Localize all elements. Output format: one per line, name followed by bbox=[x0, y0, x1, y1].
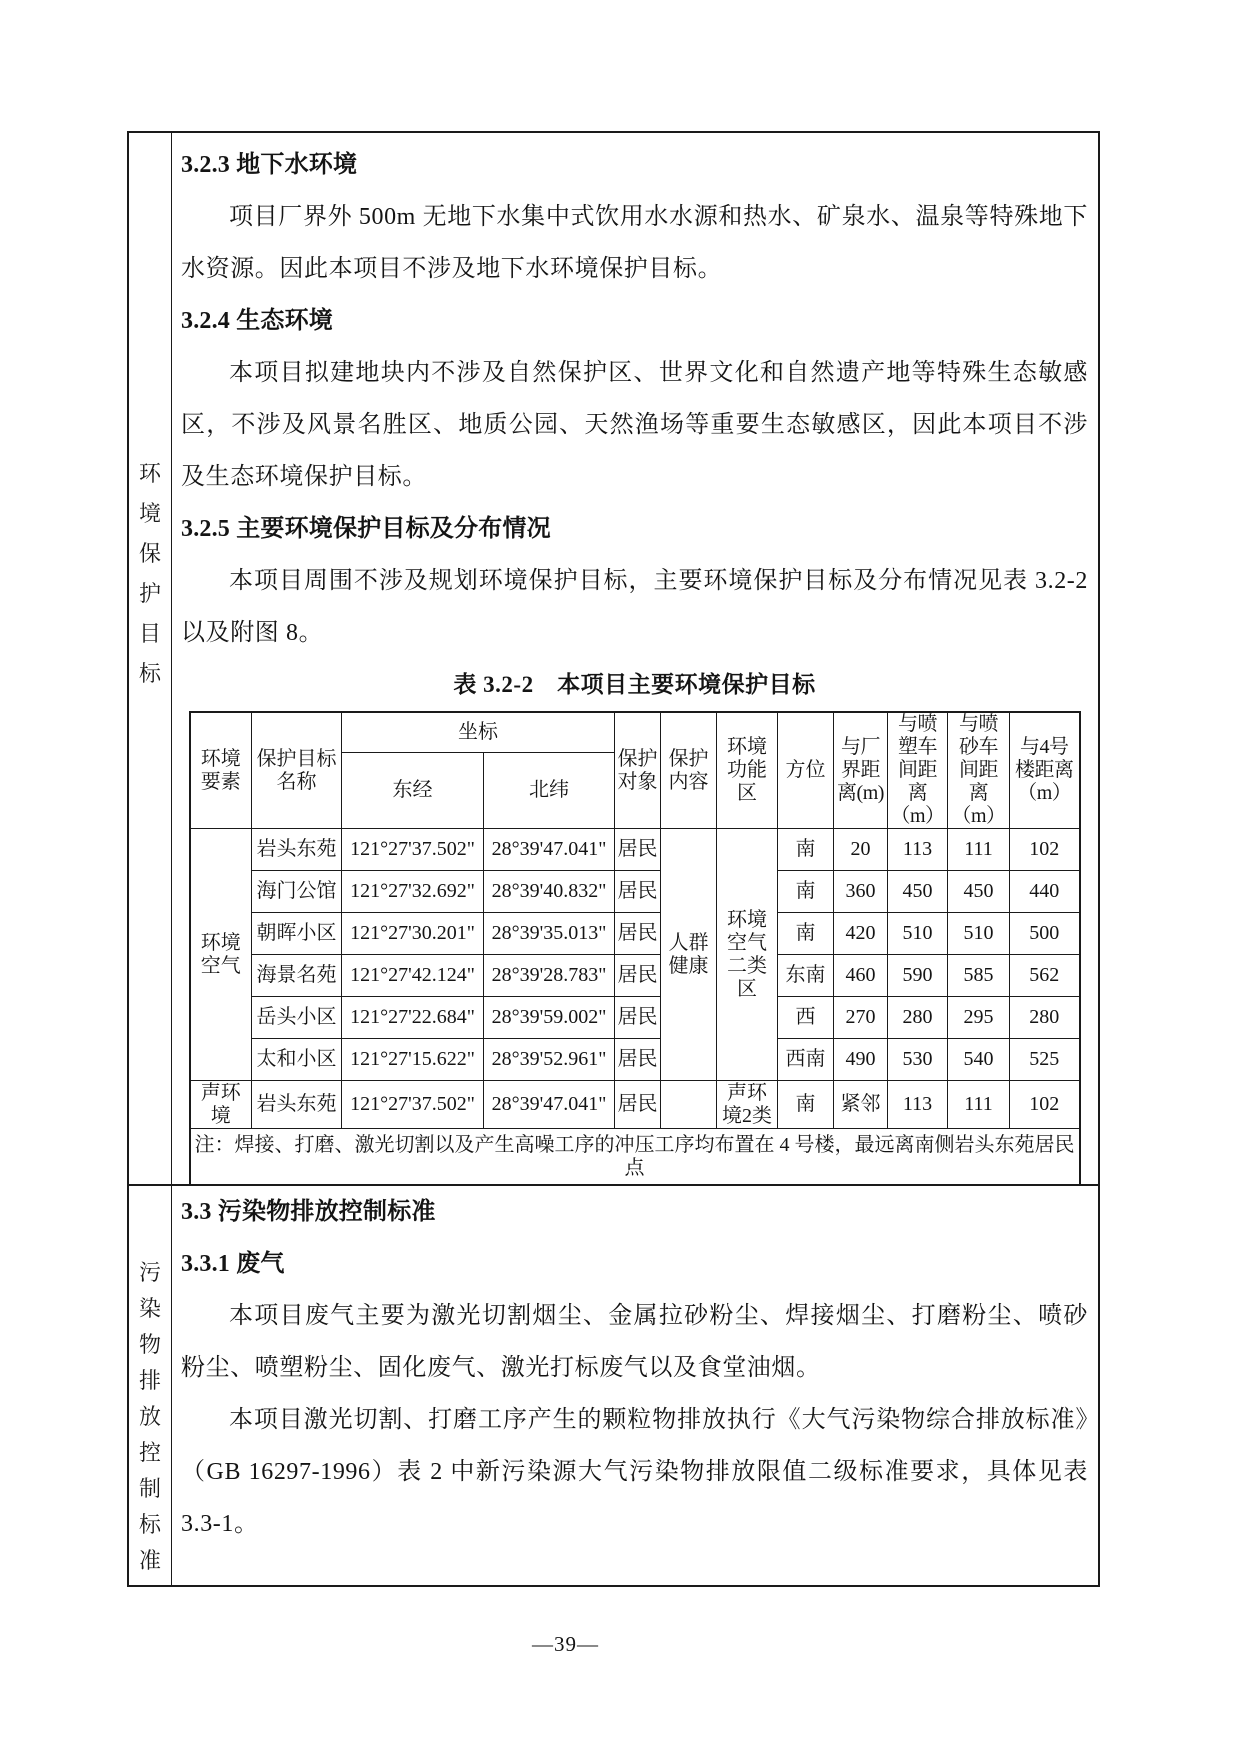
cell-latitude: 28°39'35.013" bbox=[484, 913, 615, 955]
cell-dist-building4: 440 bbox=[1010, 871, 1080, 913]
cell-dist-spray-plastic: 530 bbox=[888, 1039, 948, 1081]
cell-longitude: 121°27'42.124" bbox=[342, 955, 484, 997]
cell-dist-building4: 562 bbox=[1010, 955, 1080, 997]
cell-dist-sandblast: 111 bbox=[948, 1081, 1010, 1129]
cell-dist-spray-plastic: 113 bbox=[888, 829, 948, 871]
col-header-longitude: 东经 bbox=[342, 753, 484, 829]
col-header-coordinates: 坐标 bbox=[342, 712, 615, 753]
cell-dist-spray-plastic: 450 bbox=[888, 871, 948, 913]
cell-latitude: 28°39'52.961" bbox=[484, 1039, 615, 1081]
cell-direction: 南 bbox=[778, 871, 834, 913]
cell-longitude: 121°27'32.692" bbox=[342, 871, 484, 913]
table-row bbox=[190, 997, 1080, 1039]
cell-protect-content-empty bbox=[661, 1081, 717, 1129]
cell-latitude: 28°39'59.002" bbox=[484, 997, 615, 1039]
heading-3-2-3: 3.2.3 地下水环境 bbox=[181, 152, 358, 178]
cell-dist-boundary: 460 bbox=[834, 955, 888, 997]
col-header-direction: 方位 bbox=[778, 712, 834, 829]
col-header-dist-boundary: 与厂界距离(m) bbox=[834, 712, 888, 829]
sidebar-label-environment-targets: 环境保护目标 bbox=[138, 460, 161, 686]
table-row bbox=[190, 913, 1080, 955]
cell-dist-boundary: 紧邻 bbox=[834, 1081, 888, 1129]
cell-latitude: 28°39'47.041" bbox=[484, 1081, 615, 1129]
cell-target-name: 岳头小区 bbox=[252, 997, 342, 1039]
cell-protect-object: 居民 bbox=[615, 1081, 661, 1129]
cell-dist-building4: 102 bbox=[1010, 829, 1080, 871]
cell-protect-object: 居民 bbox=[615, 871, 661, 913]
cell-direction: 南 bbox=[778, 829, 834, 871]
cell-dist-spray-plastic: 280 bbox=[888, 997, 948, 1039]
sidebar-cell-row2 bbox=[129, 1186, 172, 1585]
cell-function-zone-noise: 声环境2类 bbox=[717, 1081, 778, 1129]
table-row-noise bbox=[190, 1081, 1080, 1129]
cell-element-air: 环境空气 bbox=[190, 829, 252, 1081]
table-header-row-1 bbox=[190, 712, 1080, 753]
col-header-protect-content: 保护内容 bbox=[661, 712, 717, 829]
heading-3-2-4: 3.2.4 生态环境 bbox=[181, 308, 333, 334]
cell-direction: 西 bbox=[778, 997, 834, 1039]
cell-direction: 东南 bbox=[778, 955, 834, 997]
heading-3-2-5: 3.2.5 主要环境保护目标及分布情况 bbox=[181, 516, 551, 542]
cell-dist-spray-plastic: 590 bbox=[888, 955, 948, 997]
cell-dist-sandblast: 510 bbox=[948, 913, 1010, 955]
cell-dist-boundary: 270 bbox=[834, 997, 888, 1039]
cell-target-name: 海景名苑 bbox=[252, 955, 342, 997]
cell-target-name: 岩头东苑 bbox=[252, 829, 342, 871]
cell-longitude: 121°27'22.684" bbox=[342, 997, 484, 1039]
cell-protect-object: 居民 bbox=[615, 1039, 661, 1081]
table-note: 注：焊接、打磨、激光切割以及产生高噪工序的冲压工序均布置在 4 号楼，最远离南侧岩头东苑居民点 bbox=[190, 1129, 1080, 1185]
cell-target-name: 岩头东苑 bbox=[252, 1081, 342, 1129]
cell-longitude: 121°27'30.201" bbox=[342, 913, 484, 955]
cell-target-name: 太和小区 bbox=[252, 1039, 342, 1081]
paragraph-3-2-4: 本项目拟建地块内不涉及自然保护区、世界文化和自然遗产地等特殊生态敏感区，不涉及风景名胜区、地质公园、天然渔场等重要生态敏感区，因此本项目不涉及生态环境保护目标。 bbox=[181, 360, 1088, 490]
col-header-dist-sandblast: 与喷砂车间距离（m） bbox=[948, 712, 1010, 829]
cell-direction: 南 bbox=[778, 913, 834, 955]
cell-protect-object: 居民 bbox=[615, 829, 661, 871]
table-row bbox=[190, 1039, 1080, 1081]
cell-dist-sandblast: 450 bbox=[948, 871, 1010, 913]
cell-element-noise: 声环境 bbox=[190, 1081, 252, 1129]
table-row bbox=[190, 955, 1080, 997]
col-header-target-name: 保护目标名称 bbox=[252, 712, 342, 829]
content-area-row2 bbox=[172, 1186, 1098, 1585]
sidebar-cell-row1 bbox=[129, 133, 172, 1184]
heading-3-3: 3.3 污染物排放控制标准 bbox=[181, 1199, 436, 1225]
cell-dist-sandblast: 111 bbox=[948, 829, 1010, 871]
col-header-element: 环境要素 bbox=[190, 712, 252, 829]
cell-longitude: 121°27'37.502" bbox=[342, 1081, 484, 1129]
cell-protect-object: 居民 bbox=[615, 913, 661, 955]
cell-latitude: 28°39'47.041" bbox=[484, 829, 615, 871]
cell-longitude: 121°27'37.502" bbox=[342, 829, 484, 871]
section-row-emission-standards bbox=[129, 1186, 1098, 1585]
cell-longitude: 121°27'15.622" bbox=[342, 1039, 484, 1081]
cell-dist-building4: 280 bbox=[1010, 997, 1080, 1039]
table-row bbox=[190, 871, 1080, 913]
document-frame bbox=[127, 131, 1100, 1587]
cell-protect-content: 人群健康 bbox=[661, 829, 717, 1081]
cell-dist-building4: 500 bbox=[1010, 913, 1080, 955]
table-row bbox=[190, 829, 1080, 871]
cell-direction: 南 bbox=[778, 1081, 834, 1129]
cell-latitude: 28°39'28.783" bbox=[484, 955, 615, 997]
cell-dist-building4: 102 bbox=[1010, 1081, 1080, 1129]
col-header-latitude: 北纬 bbox=[484, 753, 615, 829]
heading-3-3-1: 3.3.1 废气 bbox=[181, 1251, 285, 1277]
sidebar-label-emission-standards: 污染物排放控制标准 bbox=[138, 1259, 161, 1573]
cell-dist-building4: 525 bbox=[1010, 1039, 1080, 1081]
col-header-function-zone: 环境功能区 bbox=[717, 712, 778, 829]
cell-dist-boundary: 420 bbox=[834, 913, 888, 955]
table-3-2-2-title: 表 3.2-2 本项目主要环境保护目标 bbox=[453, 672, 816, 697]
cell-protect-object: 居民 bbox=[615, 955, 661, 997]
col-header-dist-building4: 与4号楼距离（m） bbox=[1010, 712, 1080, 829]
cell-target-name: 朝晖小区 bbox=[252, 913, 342, 955]
cell-target-name: 海门公馆 bbox=[252, 871, 342, 913]
paragraph-3-3-1-b: 本项目激光切割、打磨工序产生的颗粒物排放执行《大气污染物综合排放标准》（GB 16297-1996）表 2 中新污染源大气污染物排放限值二级标准要求，具体见表 3.3-1。 bbox=[181, 1407, 1088, 1537]
cell-dist-sandblast: 540 bbox=[948, 1039, 1010, 1081]
cell-dist-spray-plastic: 510 bbox=[888, 913, 948, 955]
paragraph-3-2-3: 项目厂界外 500m 无地下水集中式饮用水水源和热水、矿泉水、温泉等特殊地下水资源。因此本项目不涉及地下水环境保护目标。 bbox=[181, 204, 1088, 282]
cell-dist-sandblast: 295 bbox=[948, 997, 1010, 1039]
table-note-row bbox=[190, 1129, 1080, 1185]
content-area-row1 bbox=[172, 133, 1098, 1184]
cell-dist-boundary: 360 bbox=[834, 871, 888, 913]
section-row-environment-targets bbox=[129, 133, 1098, 1186]
col-header-protect-object: 保护对象 bbox=[615, 712, 661, 829]
cell-dist-sandblast: 585 bbox=[948, 955, 1010, 997]
cell-dist-spray-plastic: 113 bbox=[888, 1081, 948, 1129]
cell-dist-boundary: 20 bbox=[834, 829, 888, 871]
page-number: —39— bbox=[532, 1632, 599, 1656]
paragraph-3-3-1-a: 本项目废气主要为激光切割烟尘、金属拉砂粉尘、焊接烟尘、打磨粉尘、喷砂粉尘、喷塑粉尘、固化废气、激光打标废气以及食堂油烟。 bbox=[181, 1303, 1088, 1381]
col-header-dist-spray-plastic: 与喷塑车间距离（m） bbox=[888, 712, 948, 829]
cell-protect-object: 居民 bbox=[615, 997, 661, 1039]
cell-function-zone-air: 环境空气二类区 bbox=[717, 829, 778, 1081]
cell-dist-boundary: 490 bbox=[834, 1039, 888, 1081]
cell-direction: 西南 bbox=[778, 1039, 834, 1081]
environment-protection-targets-table bbox=[189, 711, 1081, 1184]
cell-latitude: 28°39'40.832" bbox=[484, 871, 615, 913]
paragraph-3-2-5: 本项目周围不涉及规划环境保护目标，主要环境保护目标及分布情况见表 3.2-2 以及附图 8。 bbox=[181, 568, 1088, 646]
